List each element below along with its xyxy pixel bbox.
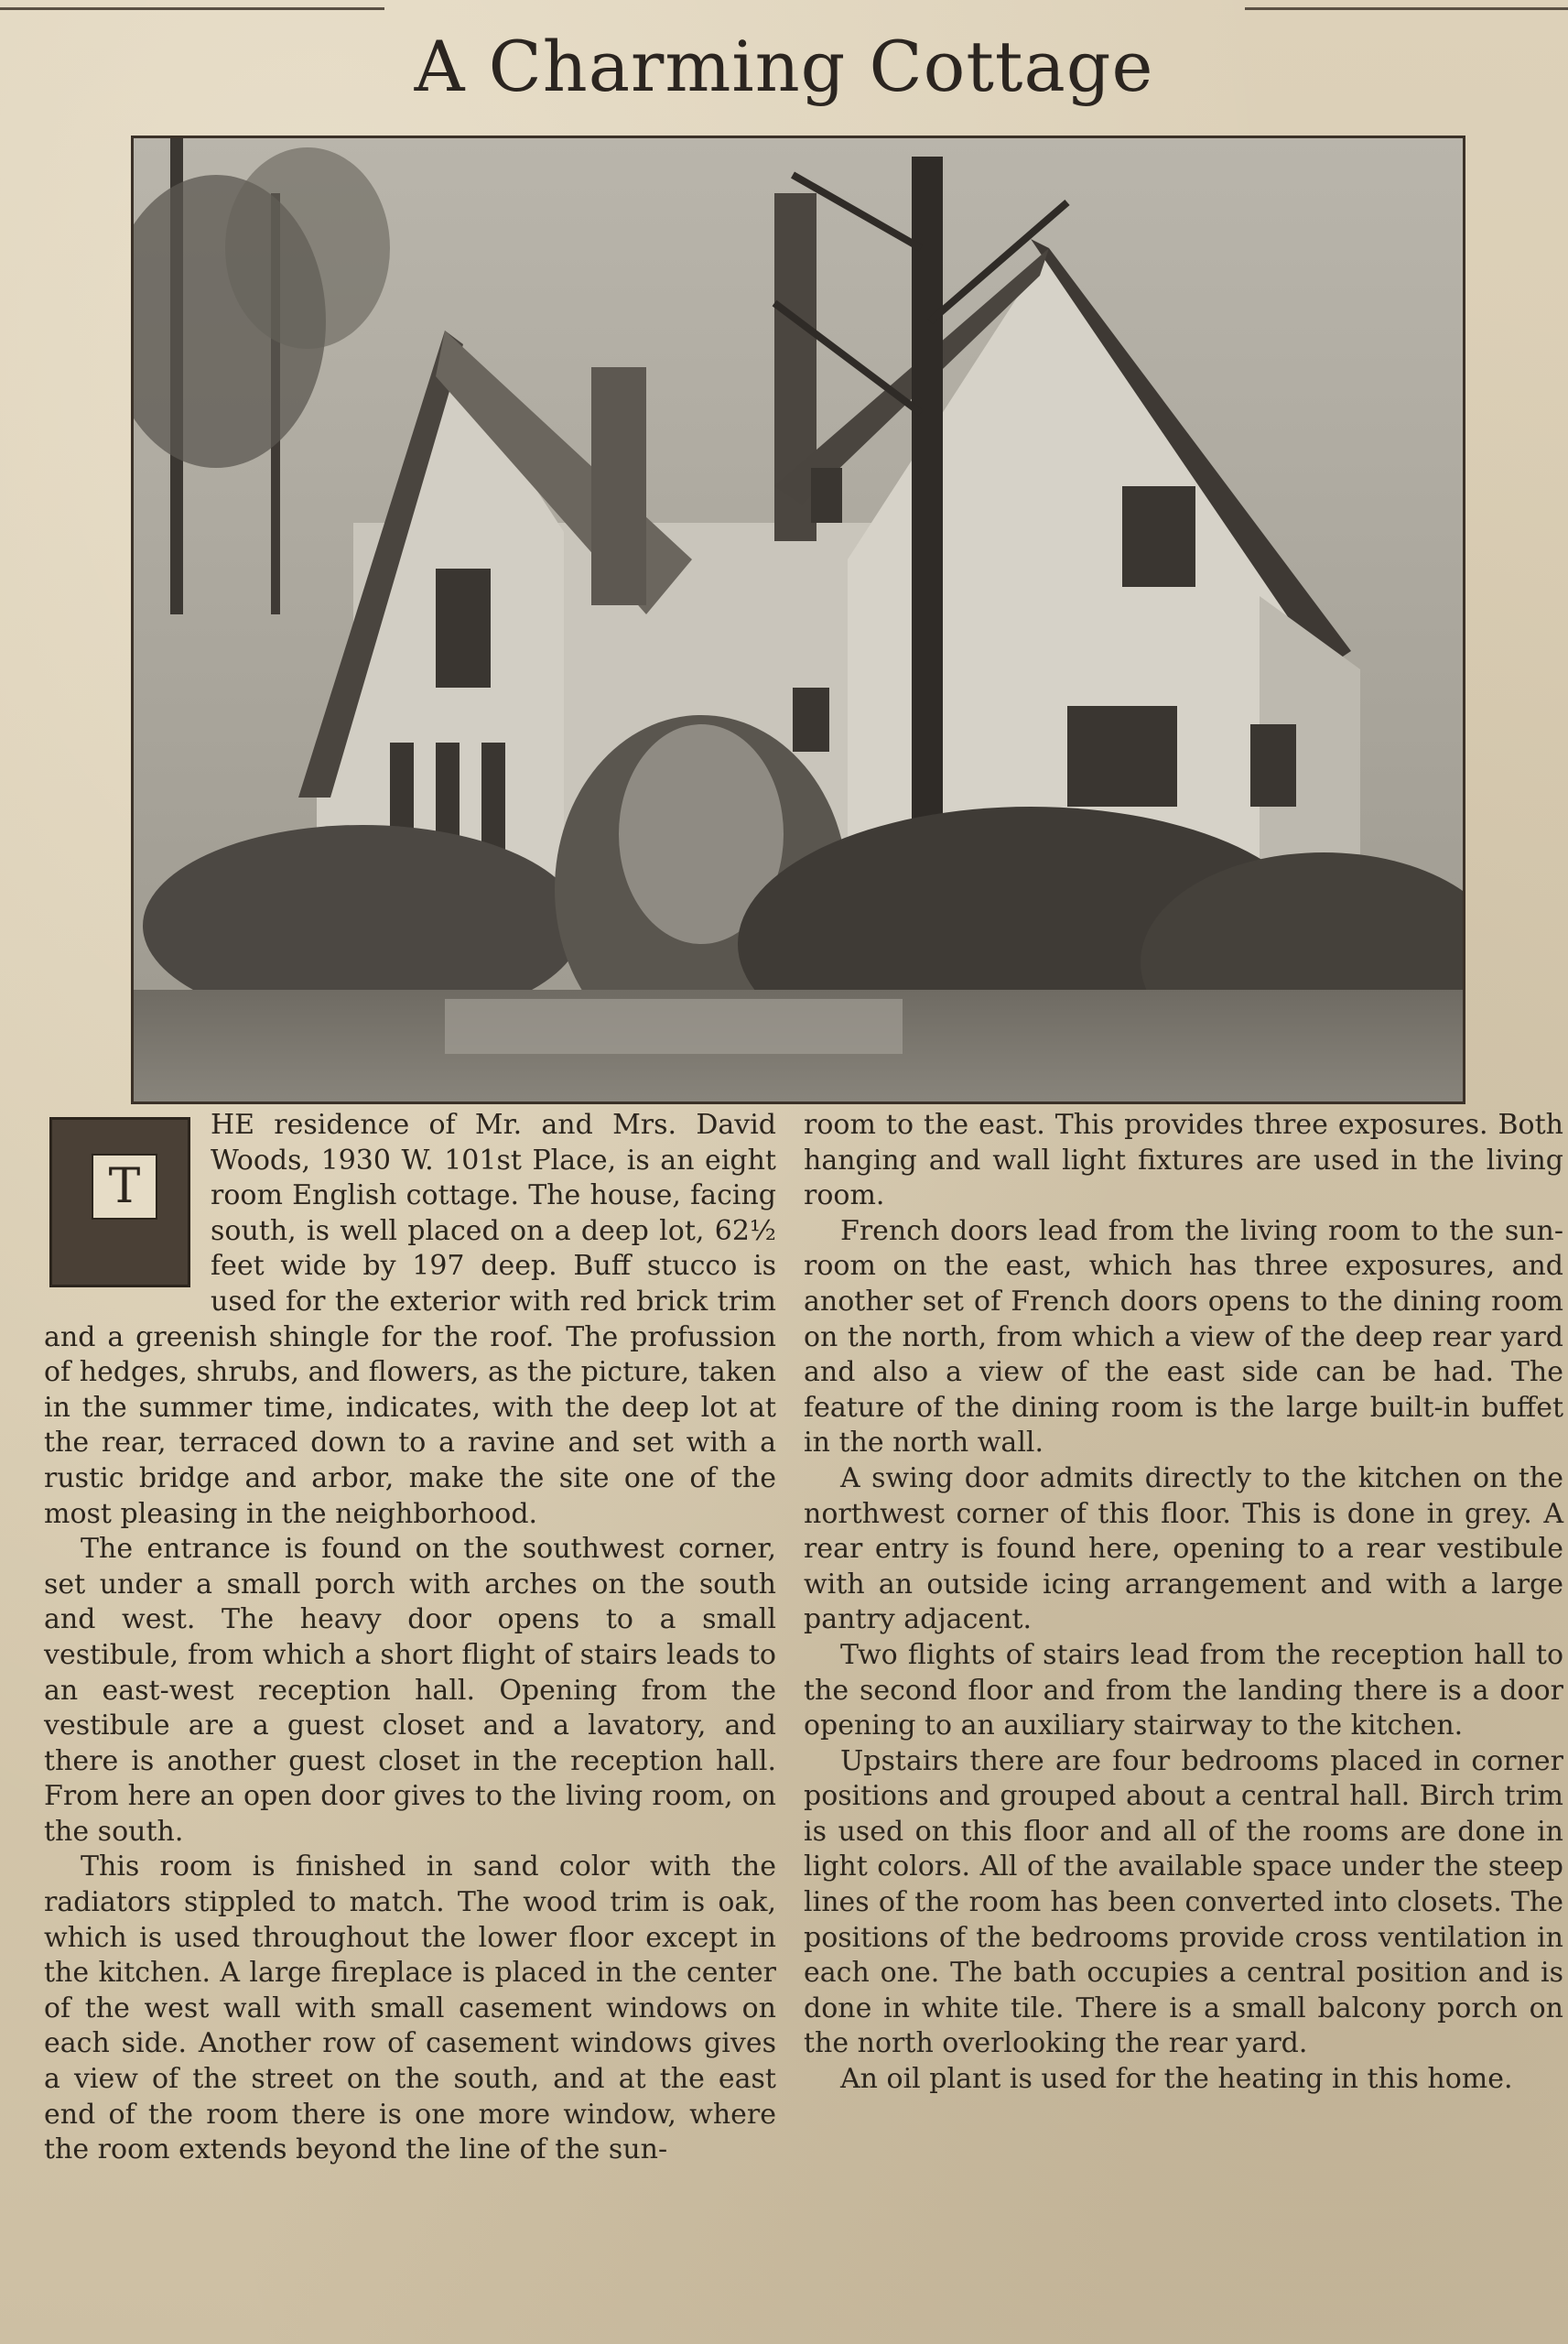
paragraph-french-doors: French doors lead from the living room to the sun-room on the east, which has three exposures, and another set of French doors opens to the dining room on the north, from which a view of the deep rear yard and also a view of the east side can be had. The feature of the dining room is the large built-in buffet in the north wall. [804,1214,1563,1460]
top-rule-right [1245,7,1568,10]
paragraph-kitchen: A swing door admits directly to the kitchen on the northwest corner of this floor. This is done in grey. A rear entry is found here, opening to a rear vestibule with an outside icing arrangement and with a large pantry adjacent. [804,1461,1563,1636]
paragraph-intro: HE residence of Mr. and Mrs. David Woods, 1930 W. 101st Place, is an eight room English cottage. The house, facing south, is well placed on a deep lot, 62½ feet wide by 197 deep. Buff stucco is used for the exterior with red brick trim and a greenish shingle for the roof. The profussion of hedges, shrubs, and flowers, as the picture, taken in the summer time, indicates, with the deep lot at the rear, terraced down to a ravine and set with a rustic bridge and arbor, make the site one of the most pleasing in the neighborhood. [44,1109,776,1530]
article-title: A Charming Cottage [414,26,1154,107]
paragraph-upstairs: Upstairs there are four bedrooms placed in corner positions and grouped about a central hall. Birch trim is used on this floor and all of the rooms are done in light colors. All of the available space under the steep lines of the room has been converted into closets. The positions of the bedrooms provide cross ventilation in each one. The bath occupies a central position and is done in white tile. There is a small balcony porch on the north overlooking the rear yard. [804,1744,1563,2060]
left-column [44,1108,776,2335]
paragraph-exposures: room to the east. This provides three exposures. Both hanging and wall light fixtures are used in the living room. [804,1109,1563,1212]
right-column [804,1108,1563,2335]
cottage-photo-illustration [134,138,1463,1101]
ornamental-dropcap [44,1108,190,1287]
paragraph-heating: An oil plant is used for the heating in this home. [840,2063,1513,2096]
paragraph-stairs: Two flights of stairs lead from the reception hall to the second floor and from the landing there is a door opening to an auxiliary stairway to the kitchen. [804,1638,1563,1742]
paragraph-living-room: This room is finished in sand color with the radiators stippled to match. The wood trim is oak, which is used throughout the lower floor except in the kitchen. A large fireplace is placed in the center of the west wall with small casement windows on each side. Another row of casement windows gives a view of the street on the south, and at the east end of the room there is one more window, where the room extends beyond the line of the sun- [44,1850,776,2166]
paragraph-entrance: The entrance is found on the southwest corner, set under a small porch with arches on the south and west. The heavy door opens to a small vestibule, from which a short flight of stairs leads to an east-west reception hall. Opening from the vestibule are a guest closet and a lavatory, and there is another guest closet in the reception hall. From here an open door gives to the living room, on the south. [44,1533,776,1848]
article-body [44,1108,1563,2335]
top-rule-left [0,7,384,10]
house-photograph [131,136,1465,1104]
dropcap-letter: T [92,1154,157,1220]
